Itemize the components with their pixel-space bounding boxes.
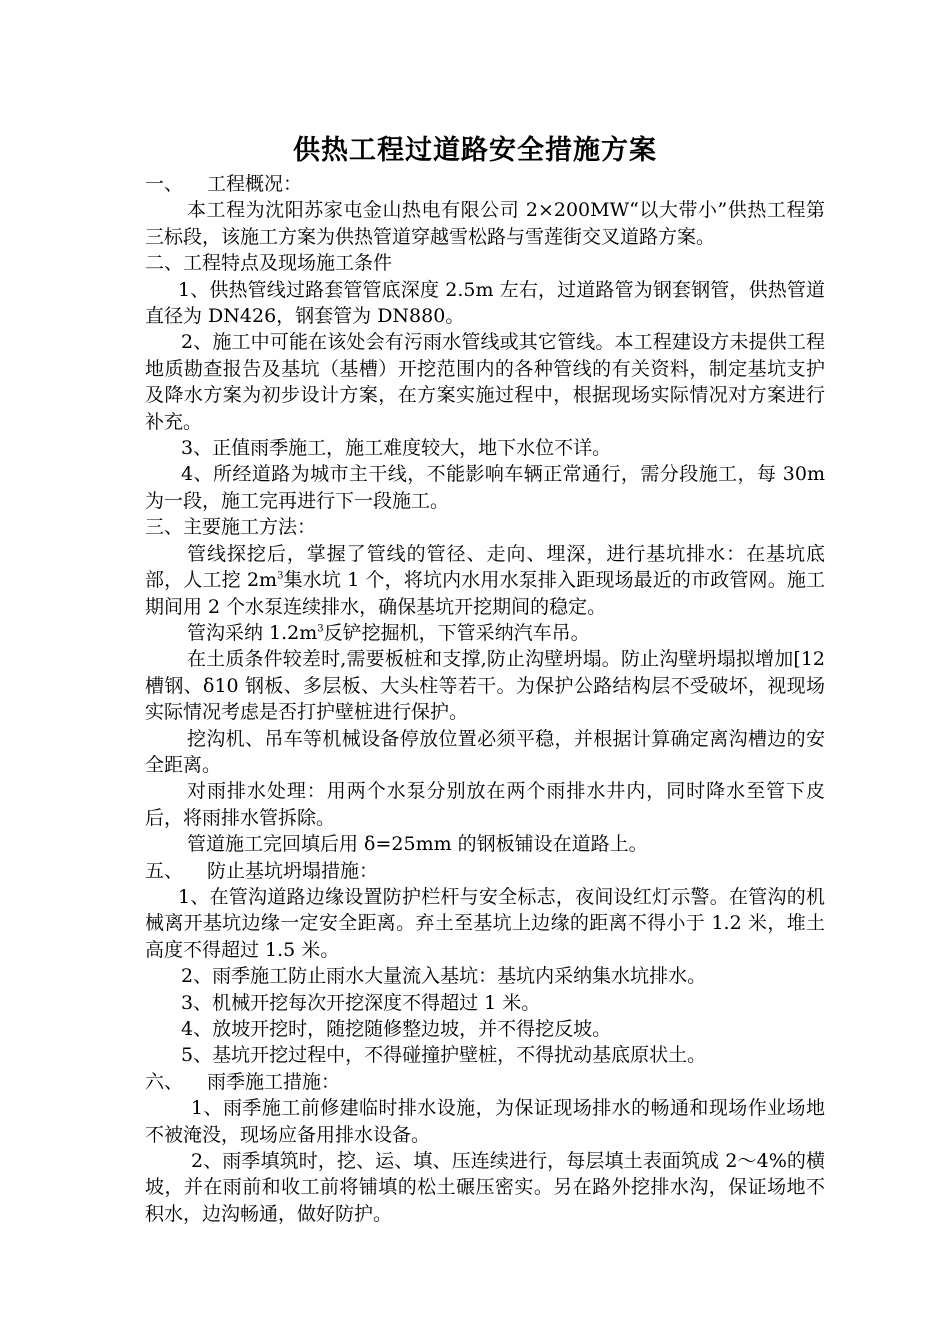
paragraph-method-1: 管线探挖后，掌握了管线的管径、走向、埋深，进行基坑排水：在基坑底部，人工挖 $2m^3$集水坑 1 个，将坑内水用水泵排入距现场最近的市政管网。施工期间用 2 个水泵连续排水，确保基坑开挖期间的稳定。 [145, 542, 825, 618]
section-heading-rainy-season [145, 1069, 825, 1095]
paragraph-rainy-2: 2、雨季填筑时，挖、运、填、压连续进行，每层填土表面筑成 2～4%的横坡，并在雨前和收工前将铺填的松土碾压密实。另在路外挖排水沟，保证场地不积水，边沟畅通，做好防护。 [145, 1150, 825, 1225]
paragraph-feature-4: 4、所经道路为城市主干线，不能影响车辆正常通行，需分段施工，每 30m 为一段，施工完再进行下一段施工。 [145, 463, 825, 512]
paragraph-method-4: 挖沟机、吊车等机械设备停放位置必须平稳，并根据计算确定离沟槽边的安全距离。 [145, 727, 825, 776]
paragraph-feature-1: 1、供热管线过路套管管底深度 2.5m 左右，过道路管为钢套钢管，供热管道直径为 DN426，钢套管为 DN880。 [145, 278, 825, 328]
paragraph-feature-2: 2、施工中可能在该处会有污雨水管线或其它管线。本工程建设方未提供工程地质勘查报告及基坑（基槽）开挖范围内的各种管线的有关资料，制定基坑支护及降水方案为初步设计方案，在方案实施过程中，根据现场实际情况对方案进行补充。 [145, 331, 825, 433]
document-title: 供热工程过道路安全措施方案 [293, 135, 657, 166]
paragraph-collapse-3: 3、机械开挖每次开挖深度不得超过 1 米。 [181, 991, 541, 1014]
section-title: 雨季施工措施： [207, 1070, 341, 1093]
paragraph-method-2: 管沟采纳 $1.2m^3$反铲挖掘机，下管采纳汽车吊。 [187, 621, 590, 644]
section-title: 工程概况： [207, 173, 303, 195]
section-heading-collapse-prevention [145, 858, 825, 884]
paragraph-method-6: 管道施工完回填后用 δ=25mm 的钢板铺设在道路上。 [187, 833, 648, 856]
paragraph-rainy-1: 1、雨季施工前修建临时排水设施，为保证现场排水的畅通和现场作业场地不被淹没，现场应备用排水设备。 [145, 1097, 825, 1146]
paragraph-collapse-2: 2、雨季施工防止雨水大量流入基坑：基坑内采纳集水坑排水。 [181, 965, 707, 988]
paragraph-method-5: 对雨排水处理：用两个水泵分别放在两个雨排水井内，同时降水至管下皮后，将雨排水管拆除。 [145, 780, 825, 829]
paragraph-collapse-1: 1、在管沟道路边缘设置防护栏杆与安全标志，夜间设红灯示警。在管沟的机械离开基坑边缘一定安全距离。弃土至基坑上边缘的距离不得小于 1.2 米，堆土高度不得超过 1.5 米。 [145, 885, 825, 961]
paragraph-feature-3: 3、正值雨季施工，施工难度较大，地下水位不详。 [181, 437, 612, 460]
section-number: 六、 [145, 1070, 184, 1093]
section-heading-overview [145, 171, 825, 197]
section-number: 一、 [145, 173, 184, 195]
section-number: 五、 [145, 859, 184, 882]
document-body [145, 171, 825, 1227]
section-heading-features: 二、工程特点及现场施工条件 [145, 252, 393, 275]
section-title: 防止基坑坍塌措施： [207, 859, 379, 882]
paragraph-collapse-5: 5、基坑开挖过程中，不得碰撞护壁桩，不得扰动基底原状土。 [181, 1044, 707, 1067]
paragraph-collapse-4: 4、放坡开挖时，随挖随修整边坡，并不得挖反坡。 [181, 1018, 612, 1040]
paragraph-overview: 本工程为沈阳苏家屯金山热电有限公司 2×200MW“以大带小”供热工程第三标段，该施工方案为供热管道穿越雪松路与雪莲街交叉道路方案。 [145, 199, 825, 248]
paragraph-method-3: 在土质条件较差时,需要板桩和支撑,防止沟壁坍塌。防止沟壁坍塌拟增加[12 槽钢、δ10 钢板、多层板、大头柱等若干。为保护公路结构层不受破坏，视现场实际情况考虑是否打护壁桩进行保护。 [145, 648, 825, 724]
section-heading-methods: 三、主要施工方法： [145, 516, 317, 539]
